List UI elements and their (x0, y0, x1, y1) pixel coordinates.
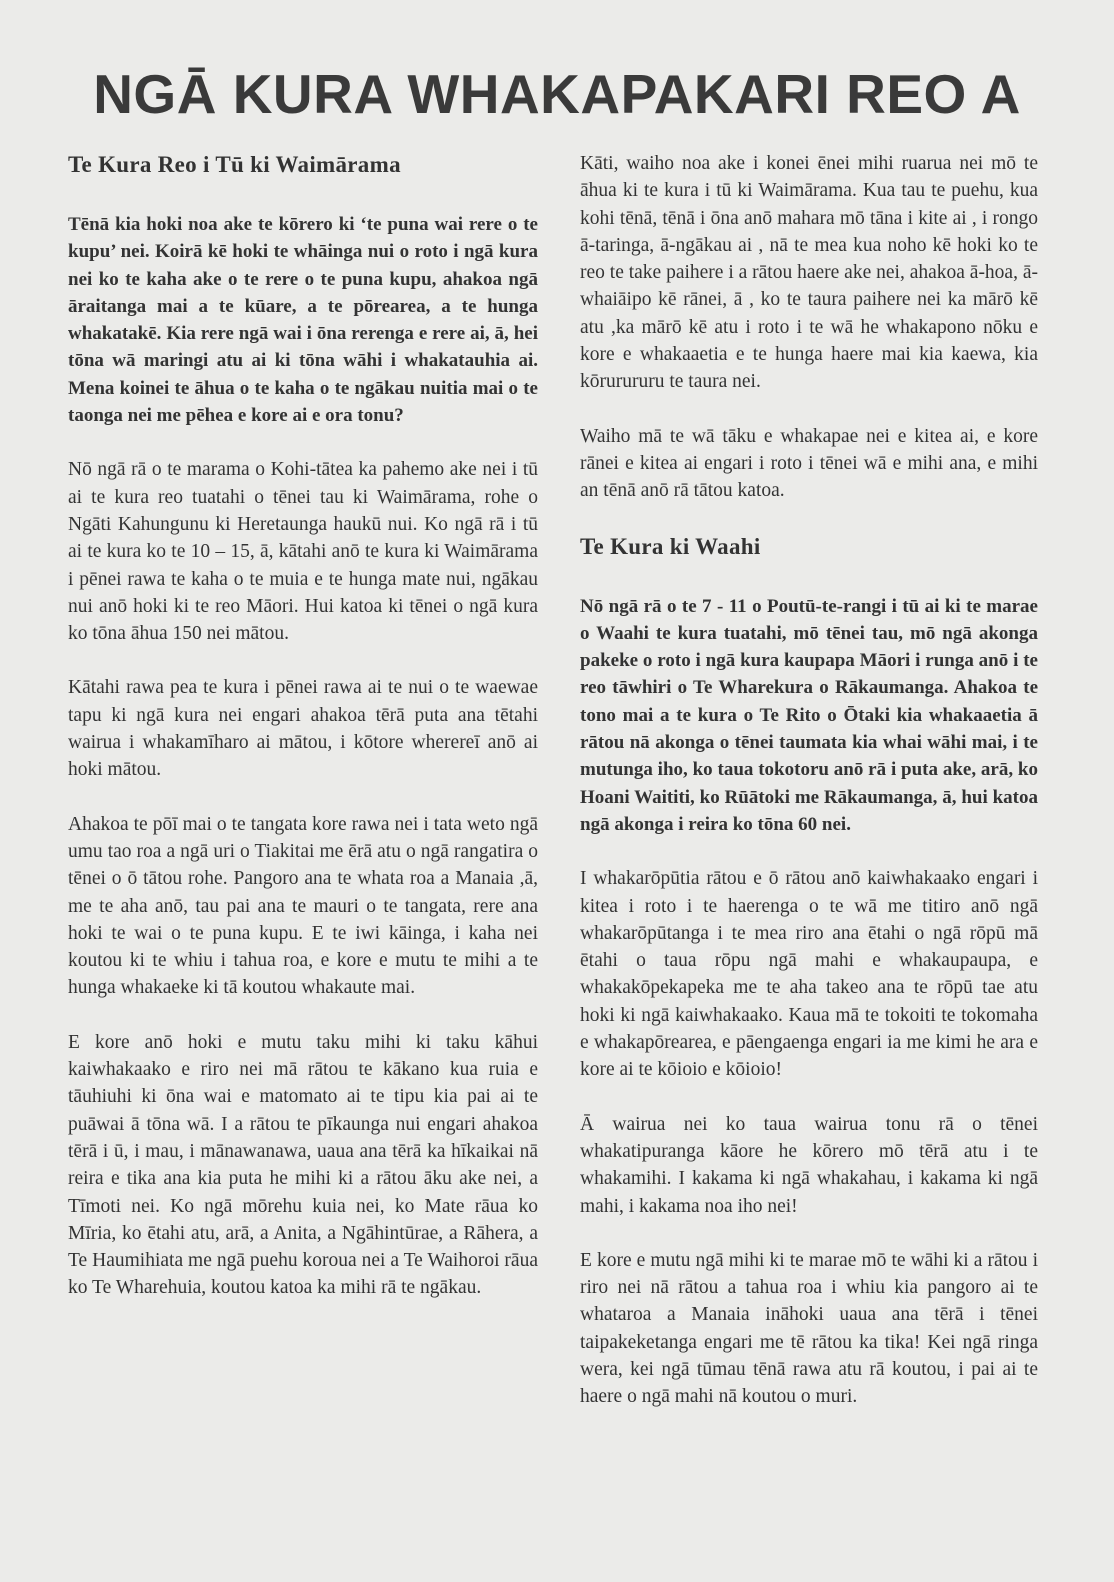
body-paragraph: I whakarōpūtia rātou e ō rātou anō kaiwhakaako engari i kitea i roto i te haerenga o te wā me titiro anō ngā whakarōpūtanga i te mea riro ana ētahi o ngā rōpū mā ētahi o taua rōpu ngā mahi e whakaupaupa, e whakakōpekapeka me te aha takeo ana te rōpū tae atu hoki ki ngā kaiwhakaako. Kaua mā te tokoiti te tokomaha e whakapōrearea, e pāengaenga engari ia me kimi he ara e kore ai te kōioio e kōioio! (580, 868, 1038, 1081)
section-heading-waahi: Te Kura ki Waahi (580, 533, 761, 559)
intro-paragraph: Tēnā kia hoki noa ake te kōrero ki ‘te puna wai rere o te kupu’ nei. Koirā kē hoki te whāinga nui o roto i ngā kura nei ko te kaha ake o te rere o te puna kupu, ahakoa ngā āraitanga mai a te kūare, a te pōrearea, a te hunga whakatakē. Kia rere ngā wai i ōna rerenga e rere ai, ā, hei tōna wā maringi atu ai ki tōna wāhi i whakatauhia ai. Mena koinei te āhua o te kaha o te ngākau nuitia mai o te taonga nei me pēhea e kore ai e ora tonu? (68, 214, 538, 427)
body-paragraph: Ahakoa te pōī mai o te tangata kore rawa nei i tata weto ngā umu tao roa a ngā uri o Tiakitai me ērā atu o ngā rangatira o tēnei o ō tātou rohe. Pangoro ana te whata roa a Manaia ,ā, me te aha anō, tau pai ana te mauri o te tangata, rere ana hoki te wai o te puna kupu. E te iwi kāinga, i kaha nei koutou ki te whiu i tahua roa, e kore e mutu te mihi a te hunga whakaeke ki tā koutou whakaute mai. (68, 813, 538, 999)
section-heading-waimarama: Te Kura Reo i Tū ki Waimārama (68, 152, 401, 177)
body-paragraph: Waiho mā te wā tāku e whakapae nei e kitea ai, e kore rānei e kitea ai engari i roto i tēnei wā e mihi ana, e mihi an tēnā anō rā tātou katoa. (580, 425, 1038, 502)
page-title: NGĀ KURA WHAKAPAKARI REO A (93, 63, 1021, 125)
body-paragraph: E kore anō hoki e mutu taku mihi ki taku kāhui kaiwhakaako e riro nei mā rātou te kākano kua ruia e tāuhiuhi ki ōna wai e matomato ai te tipu kia pai ai te puāwai ā tōna wā. I a rātou te pīkaunga nui engari ahakoa tērā i ū, i mau, i mānawanawa, uaua ana tērā ka hīkaikai nā reira e tika ana kia puta he mihi ki a rātou āku ake nei, a Tīmoti nei. Ko ngā mōrehu kuia nei, ko Mate rāua ko Mīria, ko ētahi atu, arā, a Anita, a Ngāhintūrae, a Rāhera, a Te Haumihiata me ngā puehu koroua nei a Te Waihoroi rāua ko Te Wharehuia, koutou katoa ka mihi rā te ngākau. (68, 1031, 538, 1299)
body-paragraph: Kāti, waiho noa ake i konei ēnei mihi ruarua nei mō te āhua ki te kura i tū ki Waimārama. Kua tau te puehu, kua kohi tēnā, tēnā i ōna anō mahara mō tāna i kite ai , i rongo ā-taringa, ā-ngākau ai , nā te mea kua noho kē hoki ko te reo te take paihere i a rātou haere ake nei, ahakoa ā-hoa, ā-whaiāipo kē rānei, ā , ko te taura paihere nei ka mārō kē atu ,ka mārō kē atu i roto i te wā he whakapono nōku e kore e whakaaetia e te hunga haere mai kia kaewa, kia kōrurururu te taura nei. (580, 153, 1038, 393)
right-column (580, 150, 1038, 1438)
body-paragraph: Ā wairua nei ko taua wairua tonu rā o tēnei whakatipuranga kāore he kōrero mō tērā atu i te whakamihi. I kakama ki ngā whakahau, i kakama ki ngā mahi, i kakama noa iho nei! (580, 1113, 1038, 1217)
body-paragraph: Nō ngā rā o te marama o Kohi-tātea ka pahemo ake nei i tū ai te kura reo tuatahi o tēnei tau ki Waimārama, rohe o Ngāti Kahungunu ki Heretaunga haukū nui. Ko ngā rā i tū ai te kura ko te 10 – 15, ā, kātahi anō te kura ki Waimārama i pēnei rawa te kaha o te muia e te hunga mate nui, ngākau nui anō hoki ki te reo Māori. Hui katoa ki tēnei o ngā kura ko tōna āhua 150 nei mātou. (68, 459, 538, 645)
body-paragraph: E kore e mutu ngā mihi ki te marae mō te wāhi ki a rātou i riro nei nā rātou a tahua roa i whiu kia pangoro ai te whataroa a Manaia ināhoki uaua ana tērā i tēnei taipakeketanga engari me tē rātou ka tika! Kei ngā ringa wera, kei ngā tūmau tēnā rawa atu rā koutou, i pai ai te haere o ngā mahi nā koutou o muri. (580, 1249, 1038, 1408)
left-column (68, 150, 538, 1329)
intro-paragraph: Nō ngā rā o te 7 - 11 o Poutū-te-rangi i tū ai ki te marae o Waahi te kura tuatahi, mō tēnei tau, mō ngā akonga pakeke o roto i ngā kura kaupapa Māori i runga anō i te reo tāwhiri o Te Wharekura o Rākaumanga. Ahakoa te tono mai a te kura o Te Rito o Ōtaki kia whakaaetia ā rātou nā akonga o tēnei taumata kia whai wāhi mai, i te mutunga iho, ko taua tokotoru anō rā i puta ake, arā, ko Hoani Waititi, ko Rūātoki me Rākaumanga, ā, hui katoa ngā akonga i reira ko tōna 60 nei. (580, 595, 1038, 835)
body-paragraph: Kātahi rawa pea te kura i pēnei rawa ai te nui o te waewae tapu ki ngā kura nei engari ahakoa tērā puta ana tētahi wairua i whakamīharo ai mātou, i kōtore wherereī anō ai hoki mātou. (68, 677, 538, 781)
